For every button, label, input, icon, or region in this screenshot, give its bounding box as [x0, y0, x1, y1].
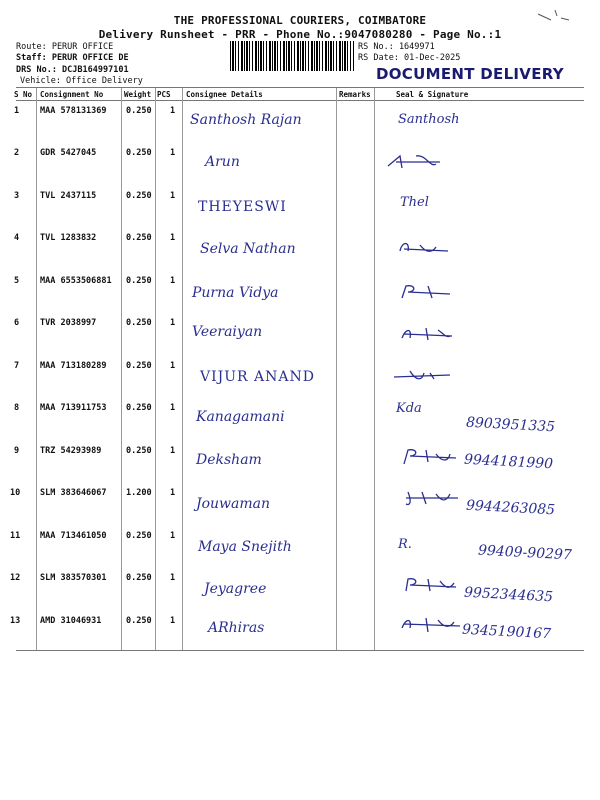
- table-row: [0, 227, 600, 270]
- row-weight: 0.250: [126, 233, 152, 243]
- consignee-handwriting: ARhiras: [208, 620, 265, 636]
- signature-scribble: [396, 239, 456, 261]
- row-weight: 0.250: [126, 361, 152, 371]
- consignee-handwriting: Veeraiyan: [192, 324, 263, 340]
- signature-handwriting: Santhosh: [398, 112, 460, 127]
- row-sno: 10: [10, 488, 21, 498]
- row-sno: 3: [14, 191, 20, 201]
- consignee-handwriting: Arun: [205, 154, 240, 170]
- phone-handwriting: 9944263085: [465, 497, 556, 519]
- signature-handwriting: Thel: [400, 195, 429, 210]
- row-pcs: 1: [170, 106, 176, 116]
- col-seal-signature: Seal & Signature: [396, 90, 469, 99]
- row-consignment: MAA 713911753: [40, 403, 107, 413]
- row-sno: 1: [14, 106, 20, 116]
- col-sno: S No: [14, 90, 33, 99]
- table-row: [0, 270, 600, 312]
- row-pcs: 1: [170, 276, 176, 286]
- row-weight: 0.250: [126, 318, 152, 328]
- company-name: THE PROFESSIONAL COURIERS, COIMBATORE: [173, 14, 427, 27]
- row-weight: 0.250: [126, 191, 152, 201]
- table-top-rule: [16, 87, 584, 88]
- rs-date: RS Date: 01-Dec-2025: [358, 53, 461, 63]
- row-consignment: GDR 5427045: [40, 148, 97, 158]
- row-weight: 0.250: [126, 531, 152, 541]
- row-consignment: SLM 383570301: [40, 573, 107, 583]
- col-remarks: Remarks: [339, 90, 371, 99]
- row-weight: 0.250: [126, 106, 152, 116]
- row-pcs: 1: [170, 403, 176, 413]
- row-weight: 0.250: [126, 616, 152, 626]
- barcode: [230, 41, 354, 71]
- row-pcs: 1: [170, 446, 176, 456]
- runsheet-title: Delivery Runsheet - PRR - Phone No.:9047080280 - Page No.:1: [98, 28, 502, 41]
- table-row: [0, 355, 600, 397]
- table-row: [0, 440, 600, 482]
- consignee-handwriting: Jouwaman: [196, 496, 271, 512]
- col-consignee: Consignee Details: [186, 90, 263, 99]
- consignee-handwriting: THEYESWI: [198, 199, 287, 215]
- row-sno: 13: [10, 616, 21, 626]
- row-sno: 5: [14, 276, 20, 286]
- row-pcs: 1: [170, 531, 176, 541]
- row-sno: 6: [14, 318, 20, 328]
- col-weight: Weight: [124, 90, 152, 99]
- rs-number: RS No.: 1649971: [358, 42, 435, 52]
- row-consignment: AMD 31046931: [40, 616, 102, 626]
- phone-handwriting: 9345190167: [461, 621, 552, 643]
- row-sno: 11: [10, 531, 21, 541]
- route-label: Route: PERUR OFFICE: [16, 42, 114, 52]
- row-consignment: TVL 1283832: [40, 233, 97, 243]
- signature-scribble: [390, 367, 460, 387]
- row-pcs: 1: [170, 191, 176, 201]
- row-consignment: MAA 6553506881: [40, 276, 112, 286]
- row-pcs: 1: [170, 616, 176, 626]
- scribble-mark: [533, 6, 573, 26]
- signature-scribble: [402, 488, 466, 510]
- row-consignment: MAA 578131369: [40, 106, 107, 116]
- row-sno: 12: [10, 573, 21, 583]
- consignee-handwriting: VIJUR ANAND: [200, 369, 315, 385]
- row-pcs: 1: [170, 488, 176, 498]
- document-delivery-stamp: DOCUMENT DELIVERY: [376, 65, 564, 83]
- row-pcs: 1: [170, 318, 176, 328]
- row-weight: 1.200: [126, 488, 152, 498]
- col-pcs: PCS: [157, 90, 171, 99]
- row-sno: 8: [14, 403, 20, 413]
- table-row: [0, 567, 600, 610]
- row-pcs: 1: [170, 233, 176, 243]
- signature-handwriting: Kda: [396, 401, 422, 416]
- row-consignment: MAA 713180289: [40, 361, 107, 371]
- row-weight: 0.250: [126, 446, 152, 456]
- table-row: [0, 482, 600, 525]
- row-sno: 4: [14, 233, 20, 243]
- consignee-handwriting: Santhosh Rajan: [190, 112, 302, 128]
- row-pcs: 1: [170, 361, 176, 371]
- signature-scribble: [386, 152, 446, 174]
- row-weight: 0.250: [126, 403, 152, 413]
- col-consignment: Consignment No: [40, 90, 104, 99]
- drs-number: DRS No.: DCJB164997101: [16, 65, 129, 75]
- row-consignment: TVR 2038997: [40, 318, 97, 328]
- consignee-handwriting: Deksham: [196, 452, 262, 468]
- consignee-handwriting: Selva Nathan: [200, 241, 296, 257]
- phone-handwriting: 99409-90297: [477, 542, 573, 564]
- consignee-handwriting: Maya Snejith: [198, 539, 292, 555]
- vehicle-label: Vehicle: Office Delivery: [20, 76, 143, 86]
- row-consignment: MAA 713461050: [40, 531, 107, 541]
- signature-scribble: [402, 575, 464, 597]
- table-row: [0, 610, 600, 650]
- phone-handwriting: 9952344635: [463, 584, 554, 606]
- table-bottom-rule: [16, 650, 584, 651]
- consignee-handwriting: Jeyagree: [204, 581, 267, 597]
- table-row: [0, 142, 600, 185]
- signature-handwriting: R.: [398, 537, 412, 552]
- row-sno: 9: [14, 446, 20, 456]
- signature-scribble: [400, 446, 464, 468]
- row-sno: 7: [14, 361, 20, 371]
- phone-handwriting: 9944181990: [463, 451, 554, 473]
- table-row: [0, 397, 600, 440]
- row-consignment: TVL 2437115: [40, 191, 97, 201]
- table-row: [0, 312, 600, 355]
- row-weight: 0.250: [126, 148, 152, 158]
- row-consignment: SLM 383646067: [40, 488, 107, 498]
- signature-scribble: [398, 616, 468, 636]
- table-row: [0, 100, 600, 142]
- table-row: [0, 185, 600, 227]
- row-weight: 0.250: [126, 276, 152, 286]
- consignee-handwriting: Purna Vidya: [192, 285, 279, 301]
- row-weight: 0.250: [126, 573, 152, 583]
- row-sno: 2: [14, 148, 20, 158]
- phone-handwriting: 8903951335: [465, 414, 556, 436]
- signature-scribble: [398, 282, 458, 304]
- row-consignment: TRZ 54293989: [40, 446, 102, 456]
- table-row: [0, 525, 600, 567]
- consignee-handwriting: Kanagamani: [196, 409, 285, 425]
- row-pcs: 1: [170, 148, 176, 158]
- staff-label: Staff: PERUR OFFICE DE: [16, 53, 129, 63]
- row-pcs: 1: [170, 573, 176, 583]
- signature-scribble: [398, 324, 458, 346]
